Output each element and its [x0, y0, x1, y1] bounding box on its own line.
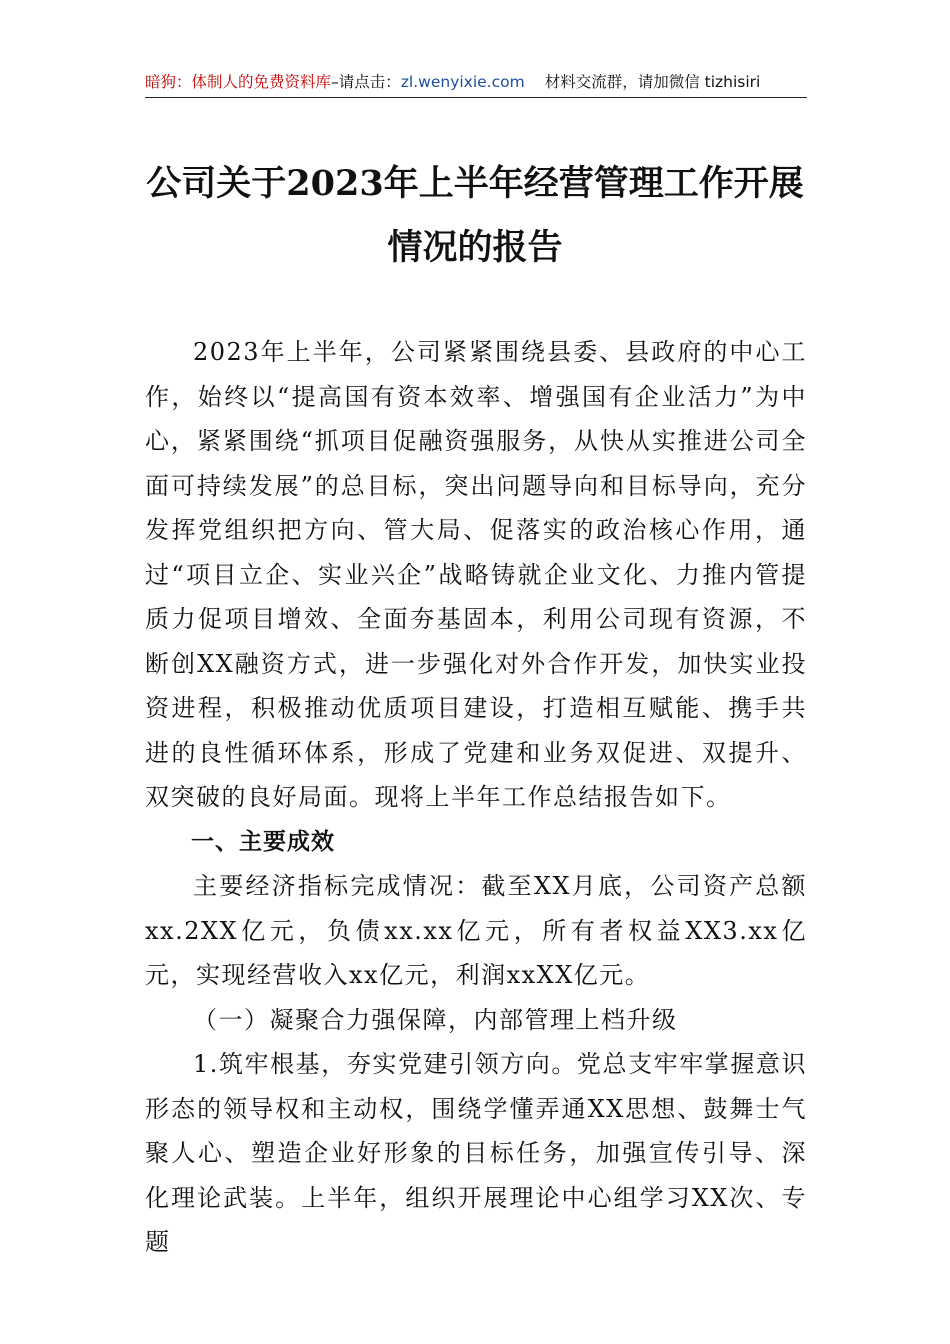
page-header	[145, 68, 807, 96]
header-prompt: –请点击：	[331, 73, 401, 91]
header-brand: 暗狗：体制人的免费资料库	[145, 73, 332, 91]
subsection-heading: （一）凝聚合力强保障，内部管理上档升级	[193, 1005, 678, 1034]
document-title-line-2: 情况的报告	[387, 227, 563, 268]
document-body	[145, 330, 807, 1265]
header-divider	[145, 97, 807, 98]
item-paragraph: 1.筑牢根基，夯实党建引领方向。党总支牢牢掌握意识形态的领导权和主动权，围绕学懂弄通XX思想、鼓舞士气聚人心、塑造企业好形象的目标任务，加强宣传引导、深化理论武装。上半年，组织开展理论中心组学习XX次、专题	[145, 1050, 807, 1256]
header-link[interactable]: zl.wenyixie.com	[400, 73, 525, 91]
section-heading: 一、主要成效	[191, 828, 335, 855]
intro-paragraph: 2023年上半年，公司紧紧围绕县委、县政府的中心工作，始终以“提高国有资本效率、增强国有企业活力”为中心，紧紧围绕“抓项目促融资强服务，从快从实推进公司全面可持续发展”的总目标，突出问题导向和目标导向，充分发挥党组织把方向、管大局、促落实的政治核心作用，通过“项目立企、实业兴企”战略铸就企业文化、力推内管提质力促项目增效、全面夯基固本，利用公司现有资源，不断创XX融资方式，进一步强化对外合作开发，加快实业投资进程，积极推动优质项目建设，打造相互赋能、携手共进的良性循环体系，形成了党建和业务双促进、双提升、双突破的良好局面。现将上半年工作总结报告如下。	[145, 338, 807, 811]
document-title-line-1: 公司关于2023年上半年经营管理工作开展	[146, 163, 804, 204]
header-contact: 材料交流群，请加微信 tizhisiri	[544, 73, 761, 91]
section-paragraph: 主要经济指标完成情况：截至XX月底，公司资产总额xx.2XX亿元，负债xx.xx亿元，所有者权益XX3.xx亿元，实现经营收入xx亿元，利润xxXX亿元。	[145, 872, 807, 989]
